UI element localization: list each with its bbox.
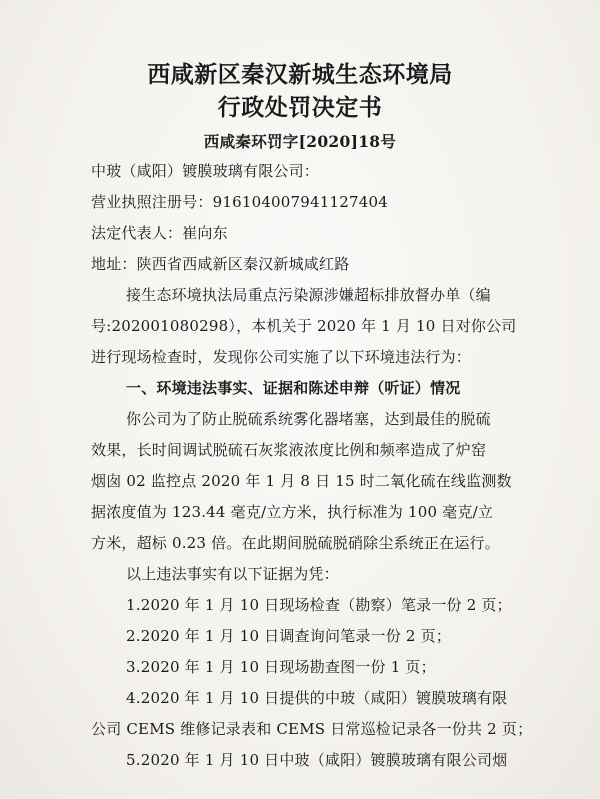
business-license-number: 营业执照注册号：916104007941127404 — [91, 193, 388, 211]
document-title-line-1: 西咸新区秦汉新城生态环境局 — [147, 62, 453, 88]
party-address: 地址：陕西省西咸新区秦汉新城咸红路 — [91, 255, 350, 273]
intro-line: 接生态环境执法局重点污染源涉嫌超标排放督办单（编 — [126, 286, 491, 304]
facts-line: 效果，长时间调试脱硫石灰浆液浓度比例和频率造成了炉窑 — [91, 441, 487, 459]
document-number: 西咸秦环罚字[2020]18号 — [203, 132, 397, 151]
facts-line: 烟囱 02 监控点 2020 年 1 月 8 日 15 时二氧化硫在线监测数 — [91, 472, 512, 490]
facts-line: 据浓度值为 123.44 毫克/立方米，执行标准为 100 毫克/立 — [91, 503, 494, 521]
section-heading-violation-facts: 一、环境违法事实、证据和陈述申辩（听证）情况 — [126, 379, 461, 397]
evidence-item-continuation: 公司 CEMS 维修记录表和 CEMS 日常巡检记录各一份共 2 页； — [91, 720, 533, 738]
facts-line: 方米，超标 0.23 倍。在此期间脱硫脱硝除尘系统正在运行。 — [91, 534, 500, 552]
legal-representative: 法定代表人：崔向东 — [91, 224, 228, 242]
party-name: 中玻（咸阳）镀膜玻璃有限公司： — [91, 162, 320, 180]
intro-line: 进行现场检查时，发现你公司实施了以下环境违法行为： — [91, 348, 472, 366]
document-title-line-2: 行政处罚决定书 — [217, 95, 383, 121]
evidence-item: 3.2020 年 1 月 10 日现场勘查图一份 1 页； — [126, 658, 436, 676]
evidence-item: 5.2020 年 1 月 10 日中玻（咸阳）镀膜玻璃有限公司烟 — [126, 751, 508, 769]
evidence-intro: 以上违法事实有以下证据为凭： — [126, 565, 339, 583]
evidence-item: 1.2020 年 1 月 10 日现场检查（勘察）笔录一份 2 页； — [126, 596, 512, 614]
evidence-item: 4.2020 年 1 月 10 日提供的中玻（咸阳）镀膜玻璃有限 — [126, 689, 508, 707]
evidence-item: 2.2020 年 1 月 10 日调查询问笔录一份 2 页； — [126, 627, 452, 645]
intro-line: 号:202001080298），本机关于 2020 年 1 月 10 日对你公司 — [91, 317, 517, 335]
facts-line: 你公司为了防止脱硫系统雾化器堵塞，达到最佳的脱硫 — [126, 410, 491, 428]
